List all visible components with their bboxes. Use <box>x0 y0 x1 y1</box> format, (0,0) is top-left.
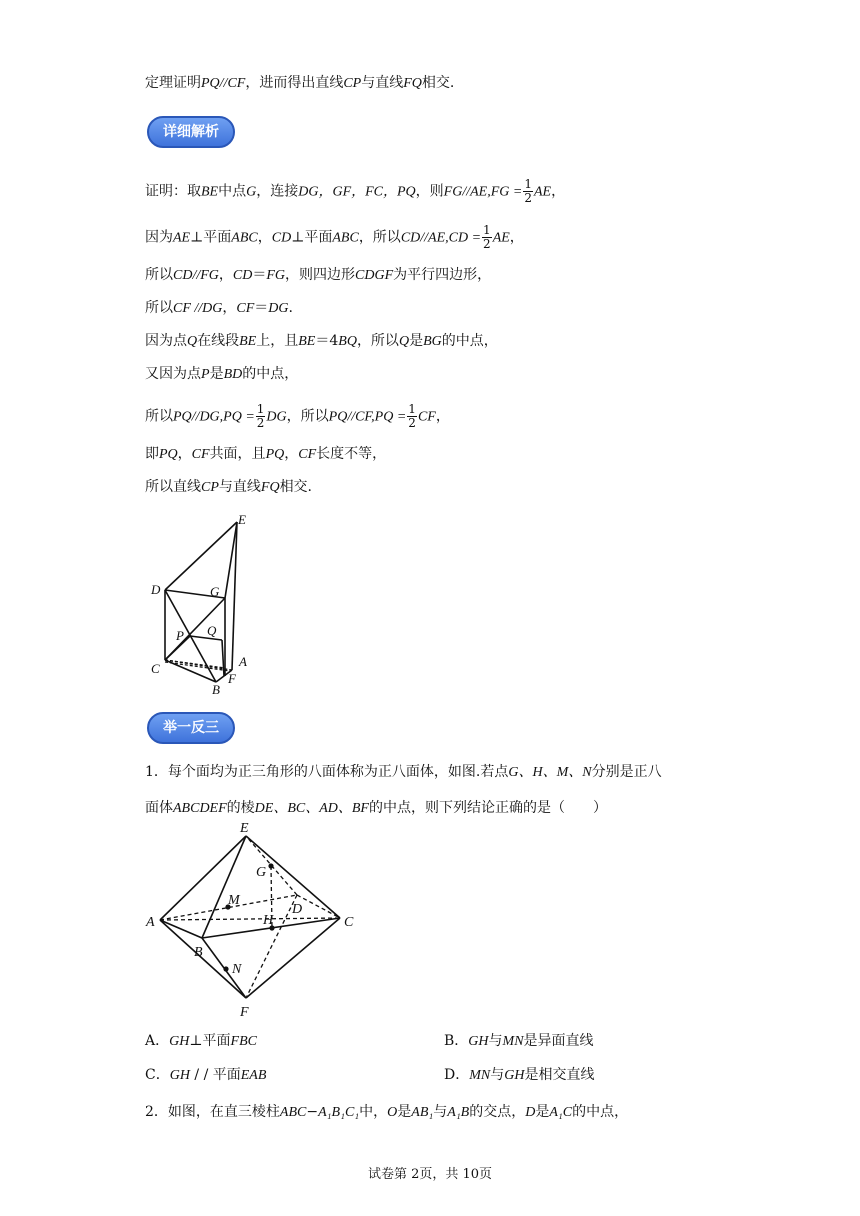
math: CD <box>271 230 292 246</box>
text: 的交点， <box>469 1104 526 1120</box>
math: G <box>246 184 257 200</box>
denominator: 2 <box>483 237 491 251</box>
math: DG <box>266 409 287 425</box>
fraction <box>523 178 533 205</box>
label-P: P <box>176 628 184 643</box>
math: GH <box>468 1034 489 1049</box>
text: ，所以 <box>358 229 401 246</box>
text: 中， <box>359 1104 388 1120</box>
math: A₁B₁C₁ <box>318 1105 360 1120</box>
label-C: C <box>151 661 160 676</box>
text: 是 <box>397 1104 412 1120</box>
text: 在线段 <box>197 333 240 349</box>
text: 即 <box>145 446 159 462</box>
math: G、H、M、N <box>508 765 592 780</box>
text: 2．如图，在直三棱柱 <box>145 1104 280 1120</box>
math: PQ//CF,PQ = <box>328 409 407 425</box>
math: CF <box>417 409 436 425</box>
label-N: N <box>232 962 242 977</box>
text: ＝4 <box>315 333 339 349</box>
proof-line-9 <box>145 477 312 498</box>
text: ，进而得出直线 <box>245 75 344 91</box>
label-H: H <box>263 913 274 928</box>
proof-line-1 <box>145 178 565 205</box>
text: 的中点， <box>242 366 299 382</box>
math: BD <box>223 367 243 382</box>
text: 与直线 <box>218 479 261 495</box>
math: PQ <box>265 447 285 462</box>
math: CD <box>232 268 253 283</box>
math: FG <box>266 268 286 283</box>
math: A₁C <box>549 1105 573 1120</box>
option-label: A． <box>145 1033 170 1049</box>
text: 是 <box>209 366 224 382</box>
text: ，所以 <box>286 408 329 425</box>
text: 中点 <box>218 183 247 200</box>
label-G: G <box>210 584 220 599</box>
text: 与 <box>433 1104 448 1120</box>
math: DG，GF，FC，PQ <box>298 184 416 200</box>
math: AB₁ <box>411 1105 434 1120</box>
fraction <box>256 403 266 430</box>
text: ，则 <box>415 183 444 200</box>
fraction <box>407 403 417 430</box>
text: 为平行四边形， <box>393 267 492 283</box>
math: DE、BC、AD、BF <box>254 801 369 816</box>
option-label: B． <box>444 1033 469 1049</box>
edge-QF <box>222 640 224 676</box>
label-E: E <box>240 821 249 836</box>
math: DG <box>268 301 289 316</box>
label-F: F <box>228 671 236 686</box>
text: ⊥平面 <box>189 1033 231 1049</box>
math: BE <box>298 334 316 349</box>
proof-line-8 <box>145 444 386 465</box>
text: 上，且 <box>256 333 299 349</box>
point-N <box>223 966 228 971</box>
text: ， <box>284 446 299 462</box>
proof-line-3 <box>145 265 491 286</box>
text: 相交. <box>421 75 455 91</box>
intro-line <box>145 73 454 94</box>
math: AE <box>492 230 510 246</box>
text: ，则四边形 <box>285 267 356 283</box>
text: 分别是正八 <box>591 764 662 780</box>
math: FG//AE,FG = <box>443 184 523 200</box>
text: 的中点， <box>441 333 498 349</box>
math: FQ <box>403 76 422 91</box>
text: 长度不等， <box>316 446 387 462</box>
practice-badge: 举一反三 <box>147 712 235 744</box>
text: ⊥平面 <box>291 229 333 246</box>
math: D <box>525 1105 536 1120</box>
text: 所以直线 <box>145 479 201 495</box>
text: ， <box>509 229 524 246</box>
fraction <box>482 224 492 251</box>
math: CP <box>201 480 219 495</box>
math: A₁B <box>447 1105 470 1120</box>
problem1-line-1 <box>145 762 662 783</box>
edge-AC-hidden <box>160 918 340 920</box>
text: 因为点 <box>145 333 187 349</box>
edge-DE <box>165 522 237 590</box>
octahedron-figure <box>142 818 372 1023</box>
option-B[interactable] <box>444 1030 594 1050</box>
math: CF //DG <box>173 301 223 316</box>
text: 面体 <box>145 800 173 816</box>
text: ， <box>222 300 237 316</box>
text: ， <box>435 408 450 425</box>
label-E: E <box>238 512 246 527</box>
label-B: B <box>194 945 203 960</box>
math: PQ <box>159 447 178 462</box>
numerator: 1 <box>524 177 532 191</box>
math: CDGF <box>355 268 394 283</box>
proof-line-7 <box>145 403 450 430</box>
text: ＝ <box>252 267 267 283</box>
math: CF <box>191 447 210 462</box>
text: ，所以 <box>356 333 399 349</box>
edge-AB <box>160 920 202 938</box>
math: CF <box>298 447 317 462</box>
math: AE <box>173 230 191 246</box>
text: 的中点， <box>572 1104 629 1120</box>
text: 与 <box>490 1067 505 1083</box>
text: ， <box>551 183 566 200</box>
math: ABC <box>279 1105 307 1120</box>
text: 是 <box>535 1104 550 1120</box>
text: ，连接 <box>256 183 299 200</box>
denominator: 2 <box>256 416 265 430</box>
label-Q: Q <box>207 623 217 638</box>
edge-AF <box>160 920 246 998</box>
option-D[interactable] <box>444 1064 594 1084</box>
math: P <box>201 367 210 382</box>
numerator: 1 <box>408 402 416 416</box>
text: 是 <box>409 333 424 349</box>
text: . <box>288 300 293 316</box>
math: CP <box>343 76 362 91</box>
math: BE <box>239 334 257 349</box>
option-label: C． <box>145 1067 170 1083</box>
math: CD//AE,CD = <box>400 230 482 246</box>
edge-BE <box>202 836 246 938</box>
math: GH <box>169 1068 190 1083</box>
label-B: B <box>212 682 220 697</box>
text: 是异面直线 <box>523 1033 594 1049</box>
text: 的中点，则下列结论正确的是（ ） <box>368 800 607 816</box>
label-C: C <box>344 915 354 930</box>
math: GH <box>504 1068 525 1083</box>
edge-PQ <box>190 636 222 640</box>
point-G <box>268 863 273 868</box>
math: O <box>387 1105 398 1120</box>
math: CD//FG <box>173 268 219 283</box>
text: ， <box>177 446 192 462</box>
text: 与 <box>488 1033 503 1049</box>
label-G: G <box>256 865 267 880</box>
label-F: F <box>240 1005 249 1020</box>
text: 1．每个面均为正三角形的八面体称为正八面体，如图.若点 <box>145 764 509 780</box>
numerator: 1 <box>256 402 265 416</box>
proof-line-5 <box>145 331 498 352</box>
label-M: M <box>228 893 240 908</box>
math: PQ//CF <box>201 76 246 91</box>
math: FBC <box>230 1034 257 1049</box>
proof-line-4 <box>145 298 293 319</box>
text: 因为 <box>145 229 173 246</box>
numerator: 1 <box>483 223 491 237</box>
text: 的棱 <box>226 800 255 816</box>
text: 所以 <box>145 267 173 283</box>
text: 是相交直线 <box>524 1067 595 1083</box>
math: MN <box>469 1068 491 1083</box>
math: EAB <box>240 1068 267 1083</box>
text: ， <box>218 267 233 283</box>
text: 又因为点 <box>145 366 201 382</box>
text: ⊥平面 <box>190 229 232 246</box>
math: BE <box>201 184 219 200</box>
problem2-line-1 <box>145 1102 628 1123</box>
math: AE <box>533 184 552 200</box>
text: 与直线 <box>361 75 404 91</box>
analysis-badge: 详细解析 <box>147 116 235 148</box>
math: CF <box>236 301 255 316</box>
text: ， <box>257 229 272 246</box>
text: 相交. <box>279 479 313 495</box>
text: − <box>306 1104 319 1120</box>
label-A: A <box>239 654 247 669</box>
math: ABC <box>332 230 359 246</box>
text: 共面，且 <box>209 446 266 462</box>
option-label: D． <box>444 1067 470 1083</box>
denominator: 2 <box>524 191 532 205</box>
page-footer: 试卷第 2页，共 10页 <box>367 1167 493 1182</box>
math: PQ//DG,PQ = <box>173 409 255 425</box>
math: MN <box>502 1034 524 1049</box>
math: BQ <box>338 334 357 349</box>
math: FQ <box>260 480 280 495</box>
text: 定理证明 <box>145 75 201 91</box>
math: Q <box>187 334 198 349</box>
text: ＝ <box>254 300 269 316</box>
prism-figure <box>140 510 270 700</box>
math: BG <box>423 334 442 349</box>
text: 所以 <box>145 300 173 316</box>
text: 所以 <box>145 408 173 425</box>
option-A[interactable] <box>145 1030 257 1050</box>
text: / / 平面 <box>189 1067 241 1083</box>
problem1-line-2 <box>145 798 607 819</box>
denominator: 2 <box>408 416 416 430</box>
math: GH <box>169 1034 190 1049</box>
label-D: D <box>151 582 161 597</box>
label-D: D <box>292 902 303 917</box>
math: Q <box>398 334 410 349</box>
option-C[interactable] <box>145 1064 266 1084</box>
proof-line-6 <box>145 364 298 385</box>
proof-line-2 <box>145 224 524 251</box>
text: 证明：取 <box>145 183 201 200</box>
math: ABCDEF <box>173 801 227 816</box>
math: ABC <box>231 230 258 246</box>
label-A: A <box>146 915 155 930</box>
